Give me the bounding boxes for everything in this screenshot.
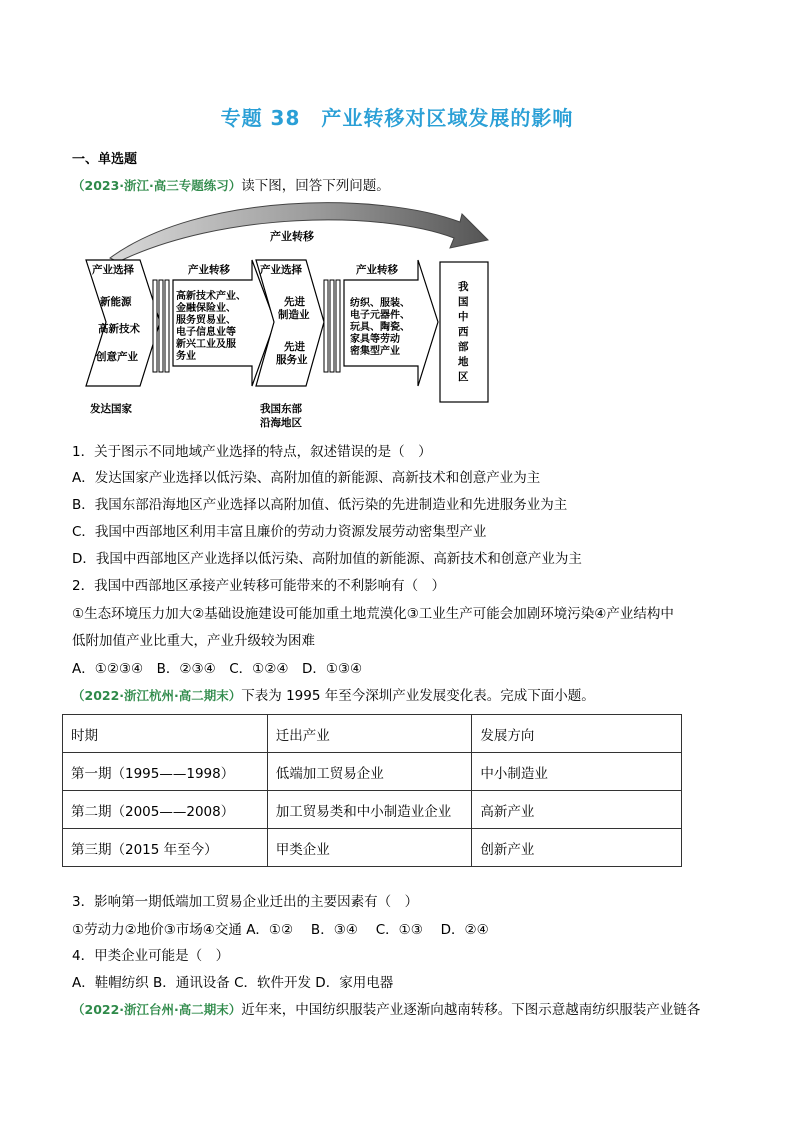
transfer1-item: 务业: [176, 351, 196, 362]
q1-option-a: A．发达国家产业选择以低污染、高附加值的新能源、高新技术和创意产业为主: [72, 470, 541, 486]
intro-text: 近年来，中国纺织服装产业逐渐向越南转移。下图示意越南纺织服装产业链各: [241, 1002, 701, 1018]
table-row: [63, 753, 682, 791]
intro-3: [72, 1000, 700, 1020]
transfer2-head: 产业转移: [356, 264, 398, 276]
table-header: 迁出产业: [267, 715, 472, 753]
transfer2-item: 纺织、服装、: [350, 298, 410, 309]
source-tag: （2023·浙江·高三专题练习）: [72, 178, 242, 193]
q2-stem: 2．我国中西部地区承接产业转移可能带来的不利影响有（ ）: [72, 578, 446, 594]
transfer1-item: 服务贸易业、: [176, 315, 236, 326]
separator-bar: [153, 280, 157, 372]
transfer2-item: 家具等劳动: [350, 334, 400, 345]
separator-bar: [330, 280, 334, 372]
transfer1-item: 电子信息业等: [176, 327, 236, 338]
table-cell: 中小制造业: [472, 753, 682, 791]
q3-options: ①劳动力②地价③市场④交通 A．①② B．③④ C．①③ D．②④: [72, 922, 489, 938]
east-label: 沿海地区: [260, 417, 302, 429]
intro-text: 读下图，回答下列问题。: [241, 178, 390, 194]
east-item: 制造业: [278, 309, 310, 321]
table-cell: 加工贸易类和中小制造业企业: [267, 791, 472, 829]
table-cell: 创新产业: [472, 829, 682, 867]
q2-options: A．①②③④ B．②③④ C．①②④ D．①③④: [72, 661, 363, 677]
q1-option-d: D．我国中西部地区产业选择以低污染、高附加值的新能源、高新技术和创意产业为主: [72, 551, 582, 567]
developed-item: 新能源: [100, 296, 132, 308]
table-header: 发展方向: [472, 715, 682, 753]
west-char: 地: [458, 356, 469, 368]
west-char: 国: [458, 296, 469, 308]
west-char: 区: [458, 371, 469, 383]
west-char: 西: [458, 326, 469, 338]
west-char: 部: [458, 341, 469, 353]
q2-body: ①生态环境压力加大②基础设施建设可能加重土地荒漠化③工业生产可能会加剧环境污染④产业结构中: [72, 606, 674, 622]
west-char: 我: [458, 281, 469, 293]
top-arrow-label: 产业转移: [270, 230, 314, 243]
q3-stem: 3．影响第一期低端加工贸易企业迁出的主要因素有（ ）: [72, 894, 419, 910]
intro-text: 下表为 1995 年至今深圳产业发展变化表。完成下面小题。: [241, 688, 595, 704]
developed-item: 高新技术: [98, 323, 140, 335]
intro-2: [72, 686, 595, 706]
table-cell: 第一期（1995——1998）: [63, 753, 268, 791]
intro-1: [72, 176, 390, 196]
table-cell: 低端加工贸易企业: [267, 753, 472, 791]
table-header-row: [63, 715, 682, 753]
q4-stem: 4．甲类企业可能是（ ）: [72, 948, 230, 964]
q2-body: 低附加值产业比重大，产业升级较为困难: [72, 633, 315, 649]
q4-options: A．鞋帽纺织 B．通讯设备 C．软件开发 D．家用电器: [72, 975, 394, 991]
table-cell: 第三期（2015 年至今）: [63, 829, 268, 867]
separator-bar: [159, 280, 163, 372]
west-char: 中: [458, 311, 469, 323]
source-tag: （2022·浙江台州·高二期末）: [72, 1002, 242, 1017]
separator-bar: [336, 280, 340, 372]
q1-option-c: C．我国中西部地区利用丰富且廉价的劳动力资源发展劳动密集型产业: [72, 524, 487, 540]
developed-head: 产业选择: [92, 264, 134, 276]
east-head: 产业选择: [260, 264, 302, 276]
industry-transfer-diagram: [80, 200, 500, 432]
transfer2-item: 电子元器件、: [350, 310, 410, 321]
q1-stem: 1．关于图示不同地域产业选择的特点，叙述错误的是（ ）: [72, 444, 432, 460]
separator-bar: [165, 280, 169, 372]
east-label: 我国东部: [260, 403, 302, 415]
transfer2-item: 密集型产业: [350, 346, 400, 357]
table-row: [63, 791, 682, 829]
source-tag: （2022·浙江杭州·高二期末）: [72, 688, 242, 703]
east-item: 服务业: [276, 354, 308, 366]
transfer1-item: 金融保险业、: [176, 303, 236, 314]
industry-table: [62, 714, 682, 867]
transfer2-item: 玩具、陶瓷、: [350, 322, 410, 333]
transfer1-head: 产业转移: [188, 264, 230, 276]
table-cell: 高新产业: [472, 791, 682, 829]
table-cell: 第二期（2005——2008）: [63, 791, 268, 829]
q1-option-b: B．我国东部沿海地区产业选择以高附加值、低污染的先进制造业和先进服务业为主: [72, 497, 568, 513]
table-header: 时期: [63, 715, 268, 753]
section-heading: 一、单选题: [72, 152, 138, 167]
table-row: [63, 829, 682, 867]
east-item: 先进: [284, 296, 305, 308]
page-title: 专题 38 产业转移对区域发展的影响: [220, 106, 574, 130]
developed-label: 发达国家: [90, 403, 132, 415]
east-item: 先进: [284, 341, 305, 353]
developed-item: 创意产业: [96, 351, 138, 363]
transfer1-item: 高新技术产业、: [176, 291, 246, 302]
transfer1-item: 新兴工业及服: [176, 339, 236, 350]
separator-bar: [324, 280, 328, 372]
table-cell: 甲类企业: [267, 829, 472, 867]
